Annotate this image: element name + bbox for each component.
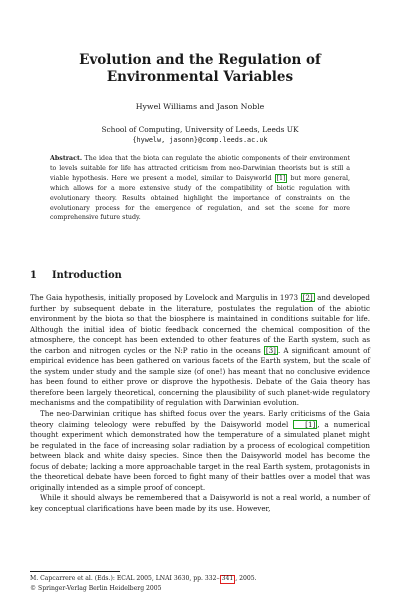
footer-citation-text-a: M. Capcarrere et al. (Eds.): ECAL 2005, LNAI 3630, pp. 332– bbox=[30, 575, 220, 582]
section-number: 1 bbox=[30, 270, 37, 281]
paragraph-1 bbox=[30, 293, 370, 409]
paragraph-2-text-b: , a numerical thought experiment which demonstrated how the temperature of a simulated planet might be regulated in the face of increasing solar radiation by a process of ecological competition between black and white daisy species. Since then the Daisyworld model has become the focus of debate; lacking a more approachable target in the real Earth system, protagonists in the theoretical debate have been forced to fight many of their battles over a model that was originally intended as a simple proof of concept. bbox=[30, 419, 370, 492]
footer-citation-text-b: , 2005. bbox=[235, 575, 257, 582]
footer bbox=[30, 574, 370, 593]
paper-title bbox=[60, 52, 340, 86]
section-title: Introduction bbox=[52, 270, 122, 281]
author-email: {hywelw, jasonn}@comp.leeds.ac.uk bbox=[132, 136, 268, 144]
section-heading bbox=[30, 270, 370, 281]
paragraph-2 bbox=[30, 409, 370, 493]
paragraph-1-text-b: and developed further by subsequent debate in the literature, postulates the regulation of the abiotic environment by the biota so that the biosphere is maintained in conditions suitable for life. Although the initial idea of biotic feedback concerned the chemical composition of the atmosphere, the concept has been extended to other features of the Earth system, such as the carbon and nitrogen cycles or the N:P ratio in the oceans bbox=[30, 293, 370, 355]
abstract bbox=[50, 154, 350, 223]
paragraph-1-text-c: . A significant amount of empirical evidence has been gathered on various facets of the Earth system, but the scale of the system under study and the sample size (of one!) has meant that no conclusive evidence has been found to either prove or disprove the hypothesis. Debate of the Gaia theory has therefore been largely theoretical, concerning the plausibility of such planet-wide regulatory mechanisms and the compatibility of regulation with Darwinian evolution. bbox=[30, 345, 371, 408]
affiliation-institution: School of Computing, University of Leeds, Leeds UK bbox=[101, 125, 299, 134]
citation-link[interactable]: [3] bbox=[265, 345, 276, 355]
footer-citation bbox=[30, 574, 370, 584]
paragraph-3: While it should always be remembered that a Daisyworld is not a real world, a number of key conceptual clarifications have been made by its use. However, bbox=[30, 493, 370, 513]
page-range-link[interactable]: 341 bbox=[221, 575, 234, 582]
citation-link[interactable]: [1] bbox=[276, 174, 286, 182]
citation-link[interactable]: [2] bbox=[302, 293, 313, 302]
abstract-text-a: The idea that the biota can regulate the abiotic components of their environment to levels suitable for life has attracted criticism from neo-Darwinian theorists but is still a viable hypothesis. Here we present a model, similar to Daisyworld bbox=[50, 155, 350, 182]
title-line-2: Environmental Variables bbox=[106, 69, 294, 85]
body-text bbox=[30, 293, 370, 514]
affiliation bbox=[60, 124, 340, 146]
abstract-text-b: but more general, which allows for a more extensive study of the compatibility of biotic regulation with evolutionary theory. Results obtained highlight the importance of constraints on the evolutionary process for the emergence of regulation, and set the scene for more comprehensive future study. bbox=[50, 174, 350, 222]
author-names: Hywel Williams and Jason Noble bbox=[135, 102, 265, 111]
footer-divider bbox=[30, 571, 120, 572]
paragraph-2-text-a: The neo-Darwinian critique has shifted focus over the years. Early criticisms of the Gaia theory claiming teleology were rebuffed by the Daisyworld model bbox=[30, 409, 370, 429]
abstract-label: Abstract. bbox=[50, 155, 83, 162]
citation-link[interactable]: [1] bbox=[293, 420, 317, 429]
footer-copyright: © Springer-Verlag Berlin Heidelberg 2005 bbox=[30, 584, 162, 592]
paragraph-1-text-a: The Gaia hypothesis, initially proposed by Lovelock and Margulis in 1973 bbox=[30, 293, 301, 302]
title-line-1: Evolution and the Regulation of bbox=[79, 52, 321, 68]
